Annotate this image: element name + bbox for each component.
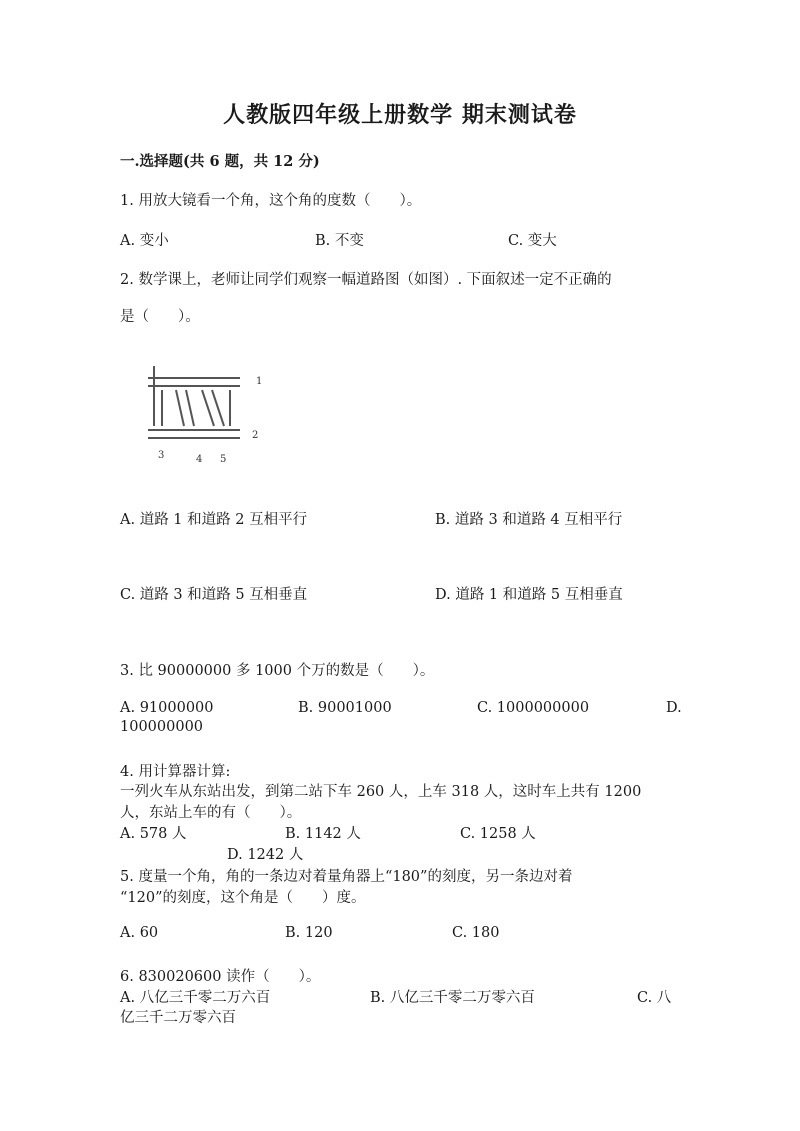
road-label-3: 3	[158, 450, 165, 461]
question-1-stem: 1. 用放大镜看一个角，这个角的度数（ ）。	[120, 193, 422, 209]
question-4-stem-line2: 一列火车从东站出发，到第二站下车 260 人，上车 318 人，这时车上共有 1200	[120, 784, 642, 800]
question-2-stem-line2: 是（ ）。	[120, 309, 200, 325]
q4-option-b: B. 1142 人	[285, 826, 361, 842]
q2-option-d: D. 道路 1 和道路 5 互相垂直	[435, 587, 623, 603]
road-label-2: 2	[252, 430, 259, 441]
q5-option-b: B. 120	[285, 925, 333, 941]
q3-option-d: D.	[666, 700, 682, 716]
q4-option-d: D. 1242 人	[227, 847, 304, 863]
question-4-stem-line3: 人，东站上车的有（ ）。	[120, 805, 302, 821]
q3-option-a: A. 91000000	[120, 700, 214, 716]
question-2-stem-line1: 2. 数学课上，老师让同学们观察一幅道路图（如图）. 下面叙述一定不正确的	[120, 272, 612, 288]
question-5-stem-line1: 5. 度量一个角，角的一条边对着量角器上“180”的刻度，另一条边对着	[120, 869, 573, 885]
road-label-4: 4	[196, 454, 203, 465]
question-3-stem: 3. 比 90000000 多 1000 个万的数是（ ）。	[120, 663, 435, 679]
q6-option-c: C. 八	[637, 990, 672, 1006]
q1-option-b: B. 不变	[315, 233, 364, 249]
q2-option-b: B. 道路 3 和道路 4 互相平行	[435, 512, 623, 528]
q4-option-c: C. 1258 人	[460, 826, 536, 842]
q6-option-c-wrap: 亿三千二万零六百	[120, 1010, 236, 1026]
q5-option-a: A. 60	[120, 925, 159, 941]
q2-option-c: C. 道路 3 和道路 5 互相垂直	[120, 587, 308, 603]
q3-option-b: B. 90001000	[298, 700, 392, 716]
q4-option-a: A. 578 人	[120, 826, 187, 842]
q3-option-c: C. 1000000000	[477, 700, 590, 716]
question-5-stem-line2: “120”的刻度，这个角是（ ）度。	[120, 890, 366, 906]
q5-option-c: C. 180	[452, 925, 500, 941]
q3-option-d-wrap: 100000000	[120, 719, 204, 735]
page-title: 人教版四年级上册数学 期末测试卷	[223, 102, 577, 128]
q1-option-a: A. 变小	[120, 233, 169, 249]
question-4-stem-line1: 4. 用计算器计算:	[120, 764, 231, 780]
section-heading: 一.选择题(共 6 题，共 12 分)	[120, 153, 320, 170]
q6-option-b: B. 八亿三千零二万零六百	[370, 990, 535, 1006]
road-map-figure	[140, 360, 290, 470]
road-label-5: 5	[220, 454, 227, 465]
q2-option-a: A. 道路 1 和道路 2 互相平行	[120, 512, 308, 528]
q1-option-c: C. 变大	[508, 233, 557, 249]
question-6-stem: 6. 830020600 读作（ ）。	[120, 969, 321, 985]
q6-option-a: A. 八亿三千零二万六百	[120, 990, 271, 1006]
road-label-1: 1	[256, 376, 263, 387]
